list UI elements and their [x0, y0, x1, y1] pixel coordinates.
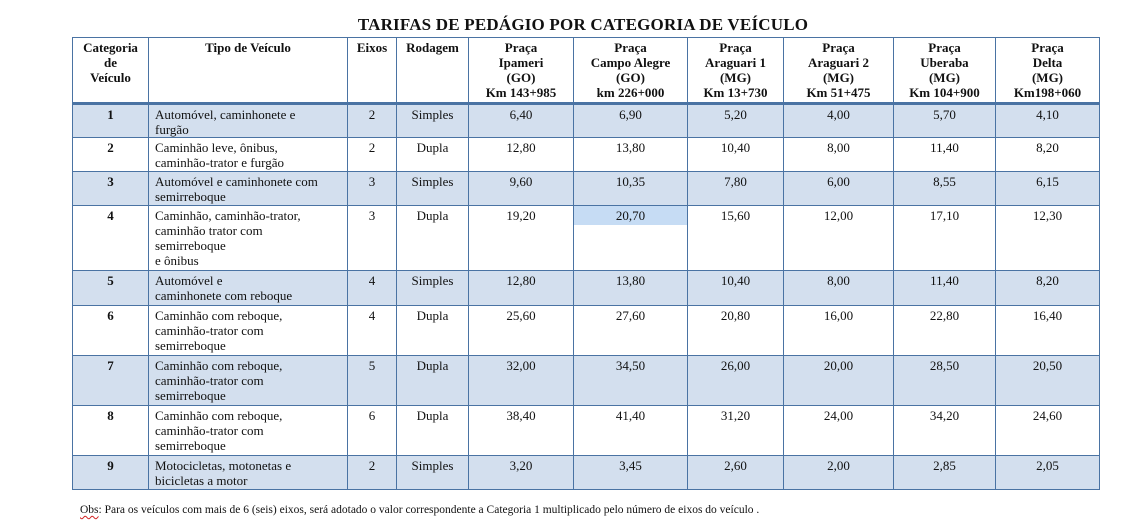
cell-tarifa[interactable] [574, 206, 688, 271]
cell-tarifa: 2,60 [688, 456, 784, 490]
header-eixos: Eixos [348, 38, 397, 104]
cell-categoria: 3 [73, 172, 149, 206]
cell-categoria: 8 [73, 406, 149, 456]
cell-tarifa: 34,50 [574, 356, 688, 406]
table-row [73, 172, 1100, 206]
cell-tarifa: 24,60 [996, 406, 1100, 456]
cell-eixos: 2 [348, 104, 397, 138]
cell-eixos: 2 [348, 138, 397, 172]
cell-tarifa: 8,20 [996, 271, 1100, 306]
cell-tarifa: 24,00 [784, 406, 894, 456]
selected-cell-value[interactable]: 20,70 [574, 206, 687, 225]
cell-tarifa: 6,90 [574, 104, 688, 138]
table-row [73, 356, 1100, 406]
cell-tarifa: 12,00 [784, 206, 894, 271]
cell-tipo-veiculo: Automóvel, caminhonete e furgão [149, 104, 348, 138]
header-praca-araguari-1: Praça Araguari 1 (MG) Km 13+730 [688, 38, 784, 104]
cell-eixos: 4 [348, 306, 397, 356]
cell-tarifa: 11,40 [894, 271, 996, 306]
cell-tarifa: 6,40 [469, 104, 574, 138]
cell-categoria: 6 [73, 306, 149, 356]
cell-tarifa: 25,60 [469, 306, 574, 356]
cell-rodagem: Simples [397, 104, 469, 138]
cell-tarifa: 16,00 [784, 306, 894, 356]
cell-tarifa: 8,20 [996, 138, 1100, 172]
header-tipo: Tipo de Veículo [149, 38, 348, 104]
cell-tipo-veiculo: Caminhão, caminhão-trator, caminhão trator com semirreboque e ônibus [149, 206, 348, 271]
header-praca-araguari-2: Praça Araguari 2 (MG) Km 51+475 [784, 38, 894, 104]
cell-rodagem: Simples [397, 271, 469, 306]
table-row [73, 406, 1100, 456]
cell-eixos: 3 [348, 172, 397, 206]
header-praca-delta: Praça Delta (MG) Km198+060 [996, 38, 1100, 104]
cell-eixos: 3 [348, 206, 397, 271]
cell-tarifa: 3,45 [574, 456, 688, 490]
cell-tarifa: 32,00 [469, 356, 574, 406]
cell-tarifa: 6,00 [784, 172, 894, 206]
cell-tarifa: 3,20 [469, 456, 574, 490]
cell-rodagem: Simples [397, 172, 469, 206]
cell-rodagem: Dupla [397, 356, 469, 406]
cell-tarifa: 22,80 [894, 306, 996, 356]
cell-tarifa: 17,10 [894, 206, 996, 271]
cell-tarifa: 31,20 [688, 406, 784, 456]
cell-tarifa: 19,20 [469, 206, 574, 271]
toll-rates-table [72, 37, 1100, 490]
cell-tarifa: 5,70 [894, 104, 996, 138]
cell-rodagem: Dupla [397, 306, 469, 356]
header-praca-ipameri: Praça Ipameri (GO) Km 143+985 [469, 38, 574, 104]
footnote [80, 504, 759, 516]
header-praca-uberaba: Praça Uberaba (MG) Km 104+900 [894, 38, 996, 104]
cell-tarifa: 2,05 [996, 456, 1100, 490]
footnote-text: : Para os veículos com mais de 6 (seis) eixos, será adotado o valor correspondente a Categoria 1 multiplicado pelo número de eixos do veículo . [98, 504, 760, 516]
cell-tipo-veiculo: Caminhão com reboque, caminhão-trator com semirreboque [149, 306, 348, 356]
cell-rodagem: Dupla [397, 138, 469, 172]
cell-rodagem: Dupla [397, 206, 469, 271]
table-row [73, 271, 1100, 306]
header-rodagem: Rodagem [397, 38, 469, 104]
cell-tipo-veiculo: Caminhão leve, ônibus, caminhão-trator e furgão [149, 138, 348, 172]
cell-tarifa: 13,80 [574, 271, 688, 306]
table-header-row [73, 38, 1100, 104]
cell-categoria: 9 [73, 456, 149, 490]
cell-tarifa: 38,40 [469, 406, 574, 456]
cell-tarifa: 8,00 [784, 138, 894, 172]
cell-tarifa: 9,60 [469, 172, 574, 206]
cell-rodagem: Simples [397, 456, 469, 490]
cell-tarifa: 10,40 [688, 138, 784, 172]
cell-tarifa: 4,00 [784, 104, 894, 138]
cell-tarifa: 20,80 [688, 306, 784, 356]
cell-tarifa: 27,60 [574, 306, 688, 356]
cell-categoria: 4 [73, 206, 149, 271]
header-categoria: Categoria de Veículo [73, 38, 149, 104]
cell-eixos: 4 [348, 271, 397, 306]
cell-tarifa: 41,40 [574, 406, 688, 456]
cell-tarifa: 6,15 [996, 172, 1100, 206]
cell-tarifa: 20,50 [996, 356, 1100, 406]
cell-eixos: 5 [348, 356, 397, 406]
cell-categoria: 5 [73, 271, 149, 306]
cell-tarifa: 12,30 [996, 206, 1100, 271]
cell-tarifa: 11,40 [894, 138, 996, 172]
cell-rodagem: Dupla [397, 406, 469, 456]
table-row [73, 306, 1100, 356]
cell-tarifa: 15,60 [688, 206, 784, 271]
cell-eixos: 2 [348, 456, 397, 490]
cell-tarifa: 12,80 [469, 271, 574, 306]
cell-tarifa: 28,50 [894, 356, 996, 406]
cell-tipo-veiculo: Automóvel e caminhonete com reboque [149, 271, 348, 306]
cell-categoria: 2 [73, 138, 149, 172]
table-row [73, 104, 1100, 138]
cell-categoria: 1 [73, 104, 149, 138]
cell-tarifa: 5,20 [688, 104, 784, 138]
table-row [73, 456, 1100, 490]
cell-tipo-veiculo: Automóvel e caminhonete com semirreboque [149, 172, 348, 206]
cell-tipo-veiculo: Caminhão com reboque, caminhão-trator com semirreboque [149, 356, 348, 406]
cell-tarifa: 8,00 [784, 271, 894, 306]
table-row [73, 138, 1100, 172]
cell-tarifa: 16,40 [996, 306, 1100, 356]
cell-tarifa: 34,20 [894, 406, 996, 456]
cell-tarifa: 2,00 [784, 456, 894, 490]
cell-tipo-veiculo: Motocicletas, motonetas e bicicletas a motor [149, 456, 348, 490]
document-title: TARIFAS DE PEDÁGIO POR CATEGORIA DE VEÍCULO [357, 15, 809, 34]
cell-tarifa: 13,80 [574, 138, 688, 172]
cell-tarifa: 20,00 [784, 356, 894, 406]
cell-tarifa: 4,10 [996, 104, 1100, 138]
cell-eixos: 6 [348, 406, 397, 456]
cell-tarifa: 10,40 [688, 271, 784, 306]
cell-tarifa: 8,55 [894, 172, 996, 206]
cell-tarifa: 10,35 [574, 172, 688, 206]
cell-tarifa: 2,85 [894, 456, 996, 490]
cell-tarifa: 26,00 [688, 356, 784, 406]
table-row [73, 206, 1100, 271]
header-praca-campo-alegre: Praça Campo Alegre (GO) km 226+000 [574, 38, 688, 104]
cell-tarifa: 7,80 [688, 172, 784, 206]
footnote-label: Obs [80, 504, 99, 516]
cell-tipo-veiculo: Caminhão com reboque, caminhão-trator com semirreboque [149, 406, 348, 456]
cell-tarifa: 12,80 [469, 138, 574, 172]
cell-categoria: 7 [73, 356, 149, 406]
